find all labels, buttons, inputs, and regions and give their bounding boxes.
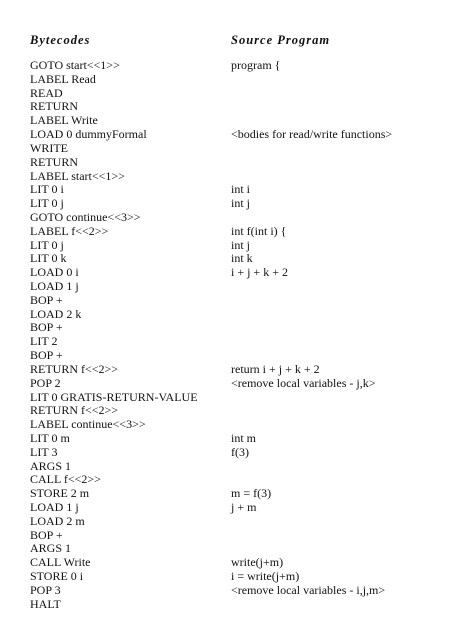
listing-rows [0, 59, 467, 612]
bytecode-instruction: RETURN f<<2>> [30, 403, 119, 418]
listing-row [0, 335, 467, 349]
bytecode-instruction: LOAD 0 dummyFormal [30, 127, 147, 142]
listing-row [0, 170, 467, 184]
bytecode-instruction: LIT 0 k [30, 251, 67, 266]
listing-row [0, 211, 467, 225]
listing-row [0, 432, 467, 446]
source-line: m = f(3) [231, 486, 272, 501]
bytecode-instruction: STORE 0 i [30, 569, 84, 584]
listing-row [0, 100, 467, 114]
listing-row [0, 197, 467, 211]
source-line: <remove local variables - i,j,m> [231, 582, 386, 597]
bytecode-instruction: LOAD 2 m [30, 513, 85, 528]
listing-row [0, 87, 467, 101]
bytecode-instruction: LIT 2 [30, 334, 58, 349]
listing-row [0, 114, 467, 128]
listing-row [0, 446, 467, 460]
source-line: i + j + k + 2 [231, 265, 288, 280]
source-line: <remove local variables - j,k> [231, 375, 376, 390]
bytecode-instruction: LABEL f<<2>> [30, 223, 109, 238]
bytecode-instruction: BOP + [30, 527, 63, 542]
bytecode-instruction: POP 3 [30, 582, 61, 597]
bytecode-instruction: LIT 0 j [30, 237, 64, 252]
bytecode-instruction: POP 2 [30, 375, 61, 390]
listing-row [0, 142, 467, 156]
listing-row [0, 128, 467, 142]
listing-row [0, 556, 467, 570]
bytecode-instruction: RETURN [30, 154, 78, 169]
listing-row [0, 391, 467, 405]
bytecode-instruction: LOAD 1 j [30, 279, 79, 293]
source-line: int i [231, 182, 251, 197]
listing-row [0, 294, 467, 308]
bytecode-instruction: LOAD 1 j [30, 500, 79, 514]
listing-row [0, 321, 467, 335]
listing-row [0, 460, 467, 474]
source-line: int j [231, 196, 251, 211]
bytecode-instruction: READ [30, 85, 63, 100]
listing-row [0, 266, 467, 280]
bytecode-instruction: HALT [30, 596, 61, 611]
bytecode-instruction: LABEL Write [30, 113, 98, 128]
bytecode-instruction: CALL Write [30, 555, 91, 570]
listing-row [0, 529, 467, 543]
listing-row [0, 225, 467, 239]
listing-row [0, 377, 467, 391]
listing-row [0, 542, 467, 556]
bytecode-instruction: LOAD 0 i [30, 265, 79, 280]
source-line: j + m [231, 500, 257, 514]
bytecode-instruction: GOTO start<<1>> [30, 58, 120, 72]
listing-row [0, 515, 467, 529]
source-line: program { [231, 58, 281, 72]
listing-row [0, 501, 467, 515]
bytecode-instruction: LIT 0 GRATIS-RETURN-VALUE [30, 389, 198, 404]
listing-row [0, 598, 467, 612]
listing-row [0, 584, 467, 598]
bytecode-instruction: LIT 0 i [30, 182, 64, 197]
source-line: f(3) [231, 444, 249, 459]
bytecode-instruction: BOP + [30, 292, 63, 307]
bytecode-instruction: WRITE [30, 140, 68, 155]
source-line: return i + j + k + 2 [231, 361, 320, 376]
bytecode-instruction: BOP + [30, 320, 63, 335]
bytecode-instruction: LABEL continue<<3>> [30, 417, 146, 432]
listing-row [0, 349, 467, 363]
listing-row [0, 73, 467, 87]
listing-row [0, 280, 467, 294]
source-line: int f(int i) { [231, 223, 287, 238]
listing-row [0, 252, 467, 266]
listing-row [0, 156, 467, 170]
listing-row [0, 239, 467, 253]
bytecode-instruction: LIT 0 j [30, 196, 64, 211]
bytecode-instruction: RETURN [30, 99, 78, 114]
bytecode-instruction: RETURN f<<2>> [30, 361, 119, 376]
listing-row [0, 363, 467, 377]
source-line: i = write(j+m) [231, 569, 300, 584]
source-line: int j [231, 237, 251, 252]
listing-row [0, 404, 467, 418]
bytecodes-header: Bytecodes [30, 33, 91, 47]
listing-row [0, 473, 467, 487]
bytecode-instruction: GOTO continue<<3>> [30, 209, 141, 224]
bytecode-instruction: LABEL start<<1>> [30, 168, 125, 183]
listing-row [0, 570, 467, 584]
bytecode-instruction: ARGS 1 [30, 541, 72, 556]
source-line: write(j+m) [231, 555, 284, 570]
listing-row [0, 487, 467, 501]
source-line: int m [231, 430, 257, 445]
bytecode-instruction: STORE 2 m [30, 486, 90, 501]
listing-row [0, 308, 467, 322]
listing-row [0, 59, 467, 73]
source-program-header: Source Program [231, 33, 331, 47]
bytecode-instruction: CALL f<<2>> [30, 472, 101, 487]
bytecode-instruction: ARGS 1 [30, 458, 72, 473]
listing-row [0, 183, 467, 197]
listing-row [0, 418, 467, 432]
bytecode-instruction: LABEL Read [30, 71, 96, 86]
source-line: <bodies for read/write functions> [231, 127, 393, 142]
source-line: int k [231, 251, 253, 266]
bytecode-instruction: BOP + [30, 348, 63, 363]
bytecode-instruction: LIT 3 [30, 444, 58, 459]
bytecode-instruction: LOAD 2 k [30, 306, 82, 321]
bytecode-instruction: LIT 0 m [30, 430, 70, 445]
